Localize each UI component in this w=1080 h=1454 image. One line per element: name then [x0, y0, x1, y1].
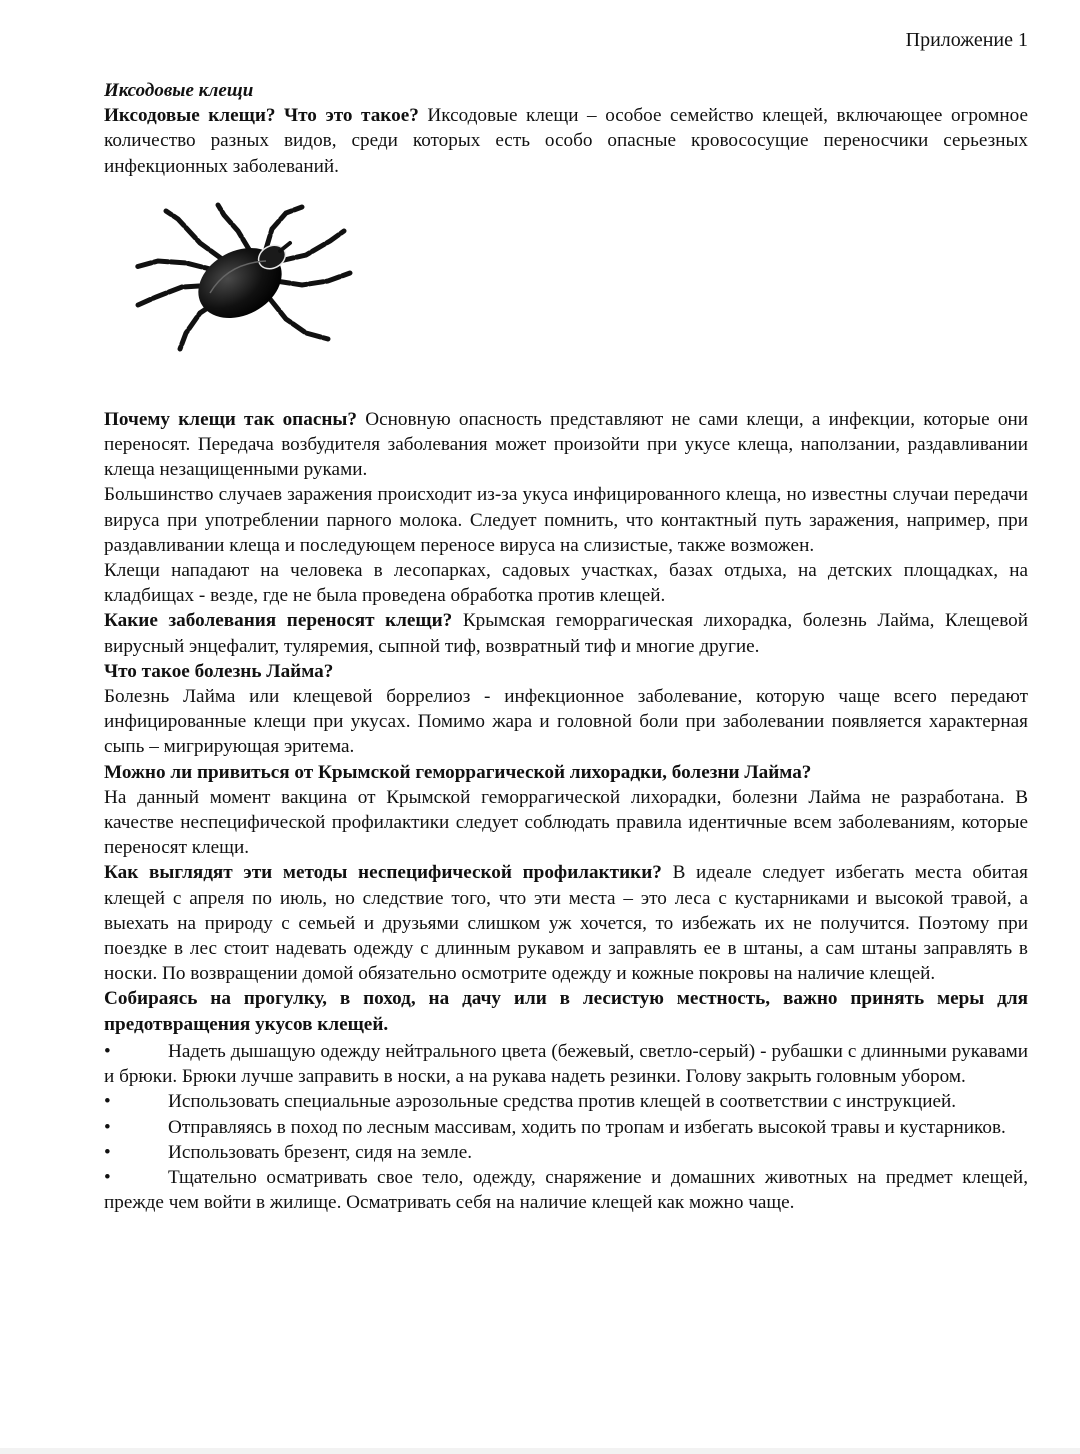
- list-item: [104, 1140, 1028, 1165]
- diseases-paragraph: [104, 608, 1028, 658]
- lyme-question-text: Что такое болезнь Лайма?: [104, 660, 334, 682]
- bullet-mark: •: [104, 1141, 111, 1163]
- bullet-mark: •: [104, 1116, 111, 1138]
- list-item: [104, 1089, 1028, 1114]
- danger-question: Почему клещи так опасны?: [104, 408, 357, 430]
- list-item-text: Использовать специальные аэрозольные средства против клещей в соответствии с инструкцией.: [168, 1091, 957, 1113]
- list-item-text: Надеть дышащую одежду нейтрального цвета (бежевый, светло-серый) - рубашки с длинными рукавами и брюки. Брюки лучше заправить в носки, а на рукава надеть резинки. Голову закрыть головным убором.: [104, 1040, 1028, 1088]
- page-bottom-edge: [0, 1448, 1080, 1454]
- danger-paragraph: [104, 407, 1028, 483]
- measures-heading: [104, 986, 1028, 1036]
- danger-answer: Основную опасность представляют не сами клещи, а инфекции, которые они переносят. Передача возбудителя заболевания может произойти при укусе клеща, наползании, раздавливании клеща незащищенными руками.: [104, 408, 1028, 481]
- vaccine-question-text: Можно ли привиться от Крымской геморрагической лихорадки, болезни Лайма?: [104, 761, 812, 783]
- list-item-text: Использовать брезент, сидя на земле.: [168, 1141, 473, 1163]
- appendix-label: Приложение 1: [905, 29, 1028, 51]
- intro-paragraph: [104, 103, 1028, 179]
- infection-paragraph: Большинство случаев заражения происходит из-за укуса инфицированного клеща, но известны случаи передачи вируса при употреблении парного молока. Следует помнить, что контактный путь заражения, например, при раздавливании клеща и последующем переносе вируса на слизистые, также возможен.: [104, 484, 1028, 556]
- list-item: [104, 1165, 1028, 1215]
- tick-icon: [130, 201, 370, 361]
- attack-paragraph: Клещи нападают на человека в лесопарках, садовых участках, базах отдыха, на детских площадках, на кладбищах - везде, где не была проведена обработка против клещей.: [104, 560, 1028, 607]
- list-item-text: Тщательно осматривать свое тело, одежду, снаряжение и домашних животных на предмет клещей, прежде чем войти в жилище. Осматривать себя на наличие клещей как можно чаще.: [104, 1166, 1028, 1214]
- vaccine-question: [104, 760, 1028, 785]
- intro-answer: Иксодовые клещи – особое семейство клещей, включающее огромное количество разных видов, среди которых есть особо опасные кровососущие переносчики серьезных инфекционных заболеваний.: [104, 105, 1029, 177]
- bullet-mark: •: [104, 1166, 111, 1188]
- list-item-text: Отправляясь в поход по лесным массивам, ходить по тропам и избегать высокой травы и кустарников.: [168, 1116, 1006, 1138]
- diseases-answer: Крымская геморрагическая лихорадка, болезнь Лайма, Клещевой вирусный энцефалит, туляремия, сыпной тиф, возвратный тиф и многие другие.: [104, 610, 1028, 657]
- intro-question: Иксодовые клещи? Что это такое?: [104, 105, 419, 127]
- lyme-answer: Болезнь Лайма или клещевой боррелиоз - инфекционное заболевание, которую чаще всего передают инфицированные клещи при укусах. Помимо жара и головной боли при заболевании появляется характерная сыпь – мигрирующая эритема.: [104, 686, 1028, 758]
- measures-list: [104, 1039, 1028, 1215]
- measures-heading-text: Собираясь на прогулку, в поход, на дачу или в лесистую местность, важно принять меры для предотвращения укусов клещей.: [104, 988, 1028, 1035]
- prevention-answer: В идеале следует избегать места обитая клещей с апреля по июль, но следствие того, что эти места – это леса с кустарниками и высокой травой, а выехать на природу с семьей и друзьями слишком уж хочется, то избежать их не получится. Поэтому при поездке в лес стоит надевать одежду с длинным рукавом и заправлять ее в штаны, а сам штаны заправлять в носки. По возвращении домой обязательно осмотрите одежду и кожные покровы на наличие клещей.: [104, 862, 1028, 985]
- list-item: [104, 1039, 1028, 1089]
- bullet-mark: •: [104, 1040, 111, 1062]
- document-body: [104, 78, 1028, 1215]
- list-item: [104, 1115, 1028, 1140]
- diseases-question: Какие заболевания переносят клещи?: [104, 610, 453, 632]
- bullet-mark: •: [104, 1091, 111, 1113]
- prevention-question: Как выглядят эти методы неспецифической профилактики?: [104, 862, 662, 884]
- vaccine-answer: На данный момент вакцина от Крымской геморрагической лихорадки, болезни Лайма не разработана. В качестве неспецифической профилактики следует соблюдать правила идентичные всем заболеваниям, которые переносят клещи.: [104, 786, 1028, 859]
- document-title: Иксодовые клещи: [104, 80, 254, 101]
- prevention-paragraph: [104, 860, 1028, 986]
- lyme-question: [104, 659, 1028, 684]
